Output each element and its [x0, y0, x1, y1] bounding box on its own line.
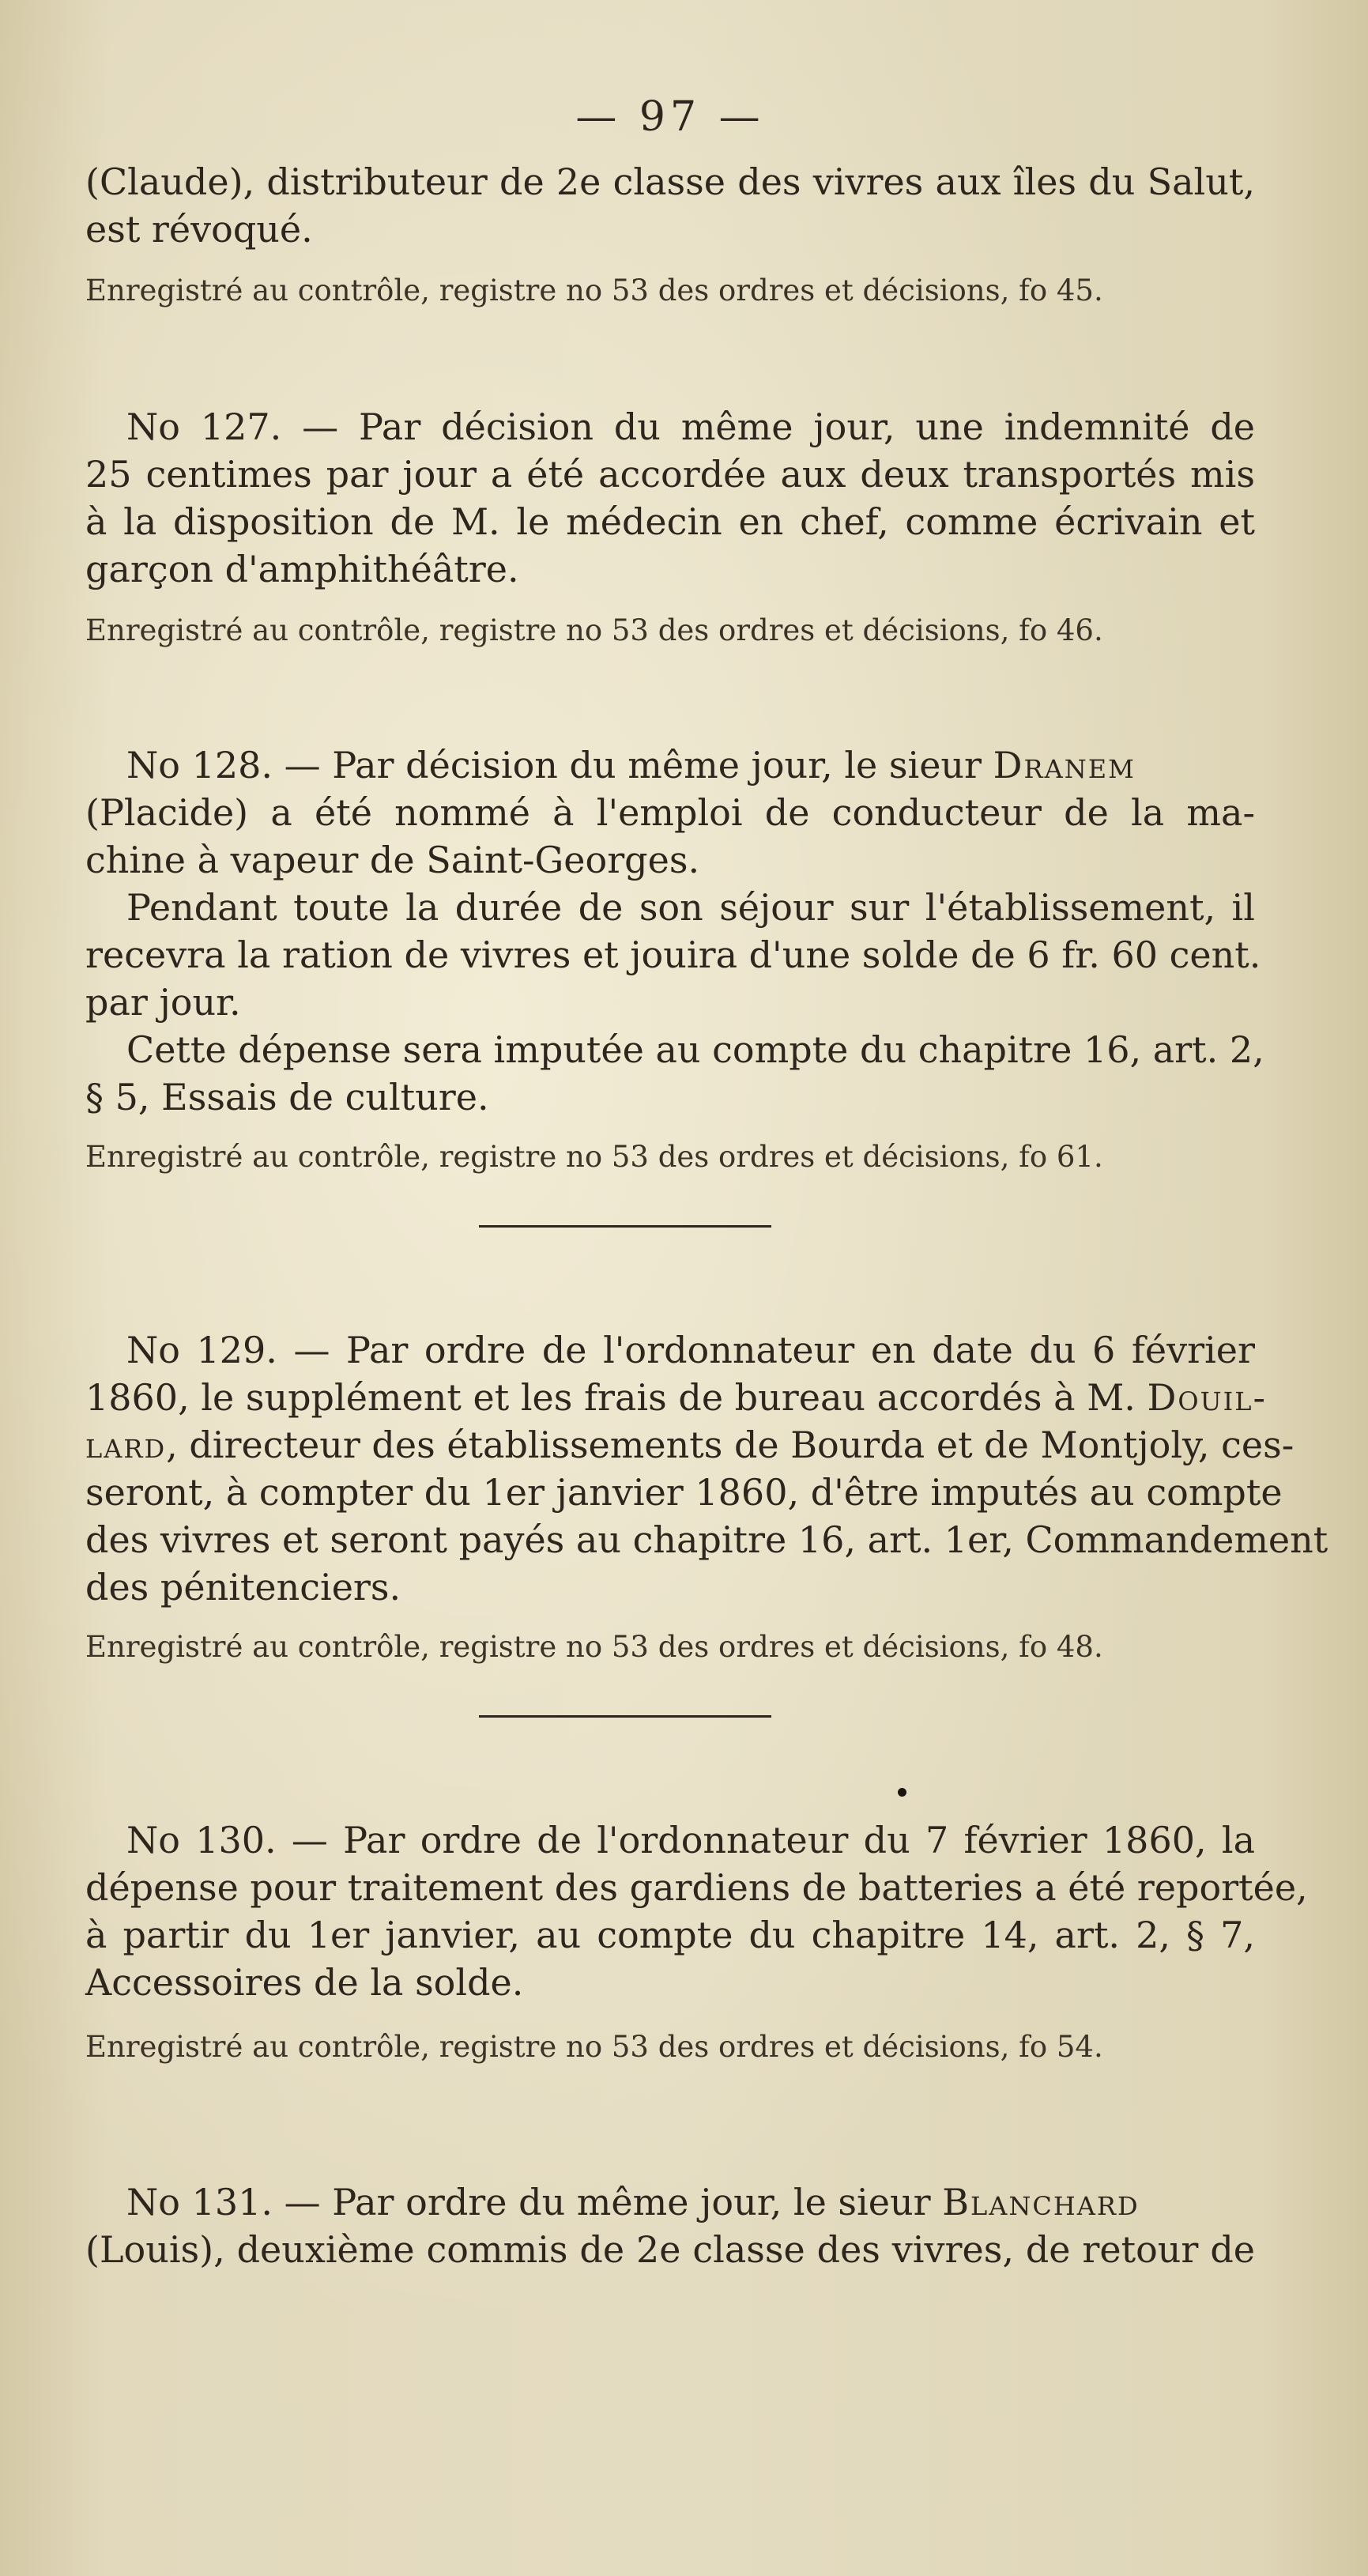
entry-130-line: à partir du 1er janvier, au compte du chapitre 14, art. 2, § 7,: [85, 1914, 1255, 1956]
registration-note: Enregistré au contrôle, registre no 53 des ordres et décisions, fo 54.: [85, 2030, 1103, 2064]
entry-130-line: Accessoires de la solde.: [85, 1961, 524, 2004]
surname: lard: [85, 1424, 167, 1466]
entry-128-line: par jour.: [85, 981, 241, 1024]
entry-129-line: seront, à compter du 1er janvier 1860, d'être imputés au compte: [85, 1471, 1283, 1514]
section-rule: [479, 1225, 771, 1228]
entry-127-line: 25 centimes par jour a été accordée aux deux transportés mis: [85, 453, 1255, 496]
surname: Blanchard: [942, 2181, 1140, 2223]
entry-129-line: lard, directeur des établissements de Bourda et de Montjoly, ces-: [85, 1424, 1295, 1466]
entry-130-line: dépense pour traitement des gardiens de batteries a été reportée,: [85, 1866, 1308, 1909]
page-number: — 97 —: [575, 93, 765, 141]
surname: Douil-: [1147, 1376, 1268, 1419]
entry-128-line: Pendant toute la durée de son séjour sur l'établissement, il: [126, 886, 1255, 929]
entry-131-line: (Louis), deuxième commis de 2e classe des vivres, de retour de: [85, 2228, 1255, 2271]
entry-129-line: No 129. — Par ordre de l'ordonnateur en date du 6 février: [126, 1329, 1255, 1371]
entry-130-line: No 130. — Par ordre de l'ordonnateur du 7 février 1860, la: [126, 1819, 1255, 1861]
entry-127-line: à la disposition de M. le médecin en chef, comme écrivain et: [85, 500, 1255, 543]
entry-128-line: No 128. — Par décision du même jour, le sieur Dranem: [126, 744, 1136, 786]
entry-128-line: Cette dépense sera imputée au compte du chapitre 16, art. 2,: [126, 1028, 1264, 1071]
entry-131-line: No 131. — Par ordre du même jour, le sieur Blanchard: [126, 2181, 1140, 2223]
entry-128-line: chine à vapeur de Saint-Georges.: [85, 839, 700, 881]
registration-note: Enregistré au contrôle, registre no 53 des ordres et décisions, fo 45.: [85, 273, 1103, 307]
entry-128-line: (Placide) a été nommé à l'emploi de conducteur de la ma-: [85, 791, 1255, 834]
text-line: est révoqué.: [85, 208, 313, 251]
text-line: (Claude), distributeur de 2e classe des vivres aux îles du Salut,: [85, 160, 1255, 203]
registration-note: Enregistré au contrôle, registre no 53 des ordres et décisions, fo 48.: [85, 1630, 1103, 1664]
entry-127-line: garçon d'amphithéâtre.: [85, 548, 519, 590]
surname: Dranem: [993, 744, 1136, 786]
registration-note: Enregistré au contrôle, registre no 53 des ordres et décisions, fo 46.: [85, 613, 1103, 647]
section-rule: [479, 1715, 771, 1718]
entry-128-line: recevra la ration de vivres et jouira d'une solde de 6 fr. 60 cent.: [85, 933, 1261, 976]
registration-note: Enregistré au contrôle, registre no 53 des ordres et décisions, fo 61.: [85, 1140, 1103, 1174]
entry-127-line: No 127. — Par décision du même jour, une indemnité de: [126, 405, 1255, 448]
entry-129-line: des pénitenciers.: [85, 1566, 401, 1609]
entry-129-line: 1860, le supplément et les frais de bureau accordés à M. Douil-: [85, 1376, 1268, 1419]
entry-128-line: § 5, Essais de culture.: [85, 1076, 489, 1118]
entry-129-line: des vivres et seront payés au chapitre 16, art. 1er, Commandement: [85, 1518, 1328, 1561]
ink-spot: [898, 1788, 906, 1797]
